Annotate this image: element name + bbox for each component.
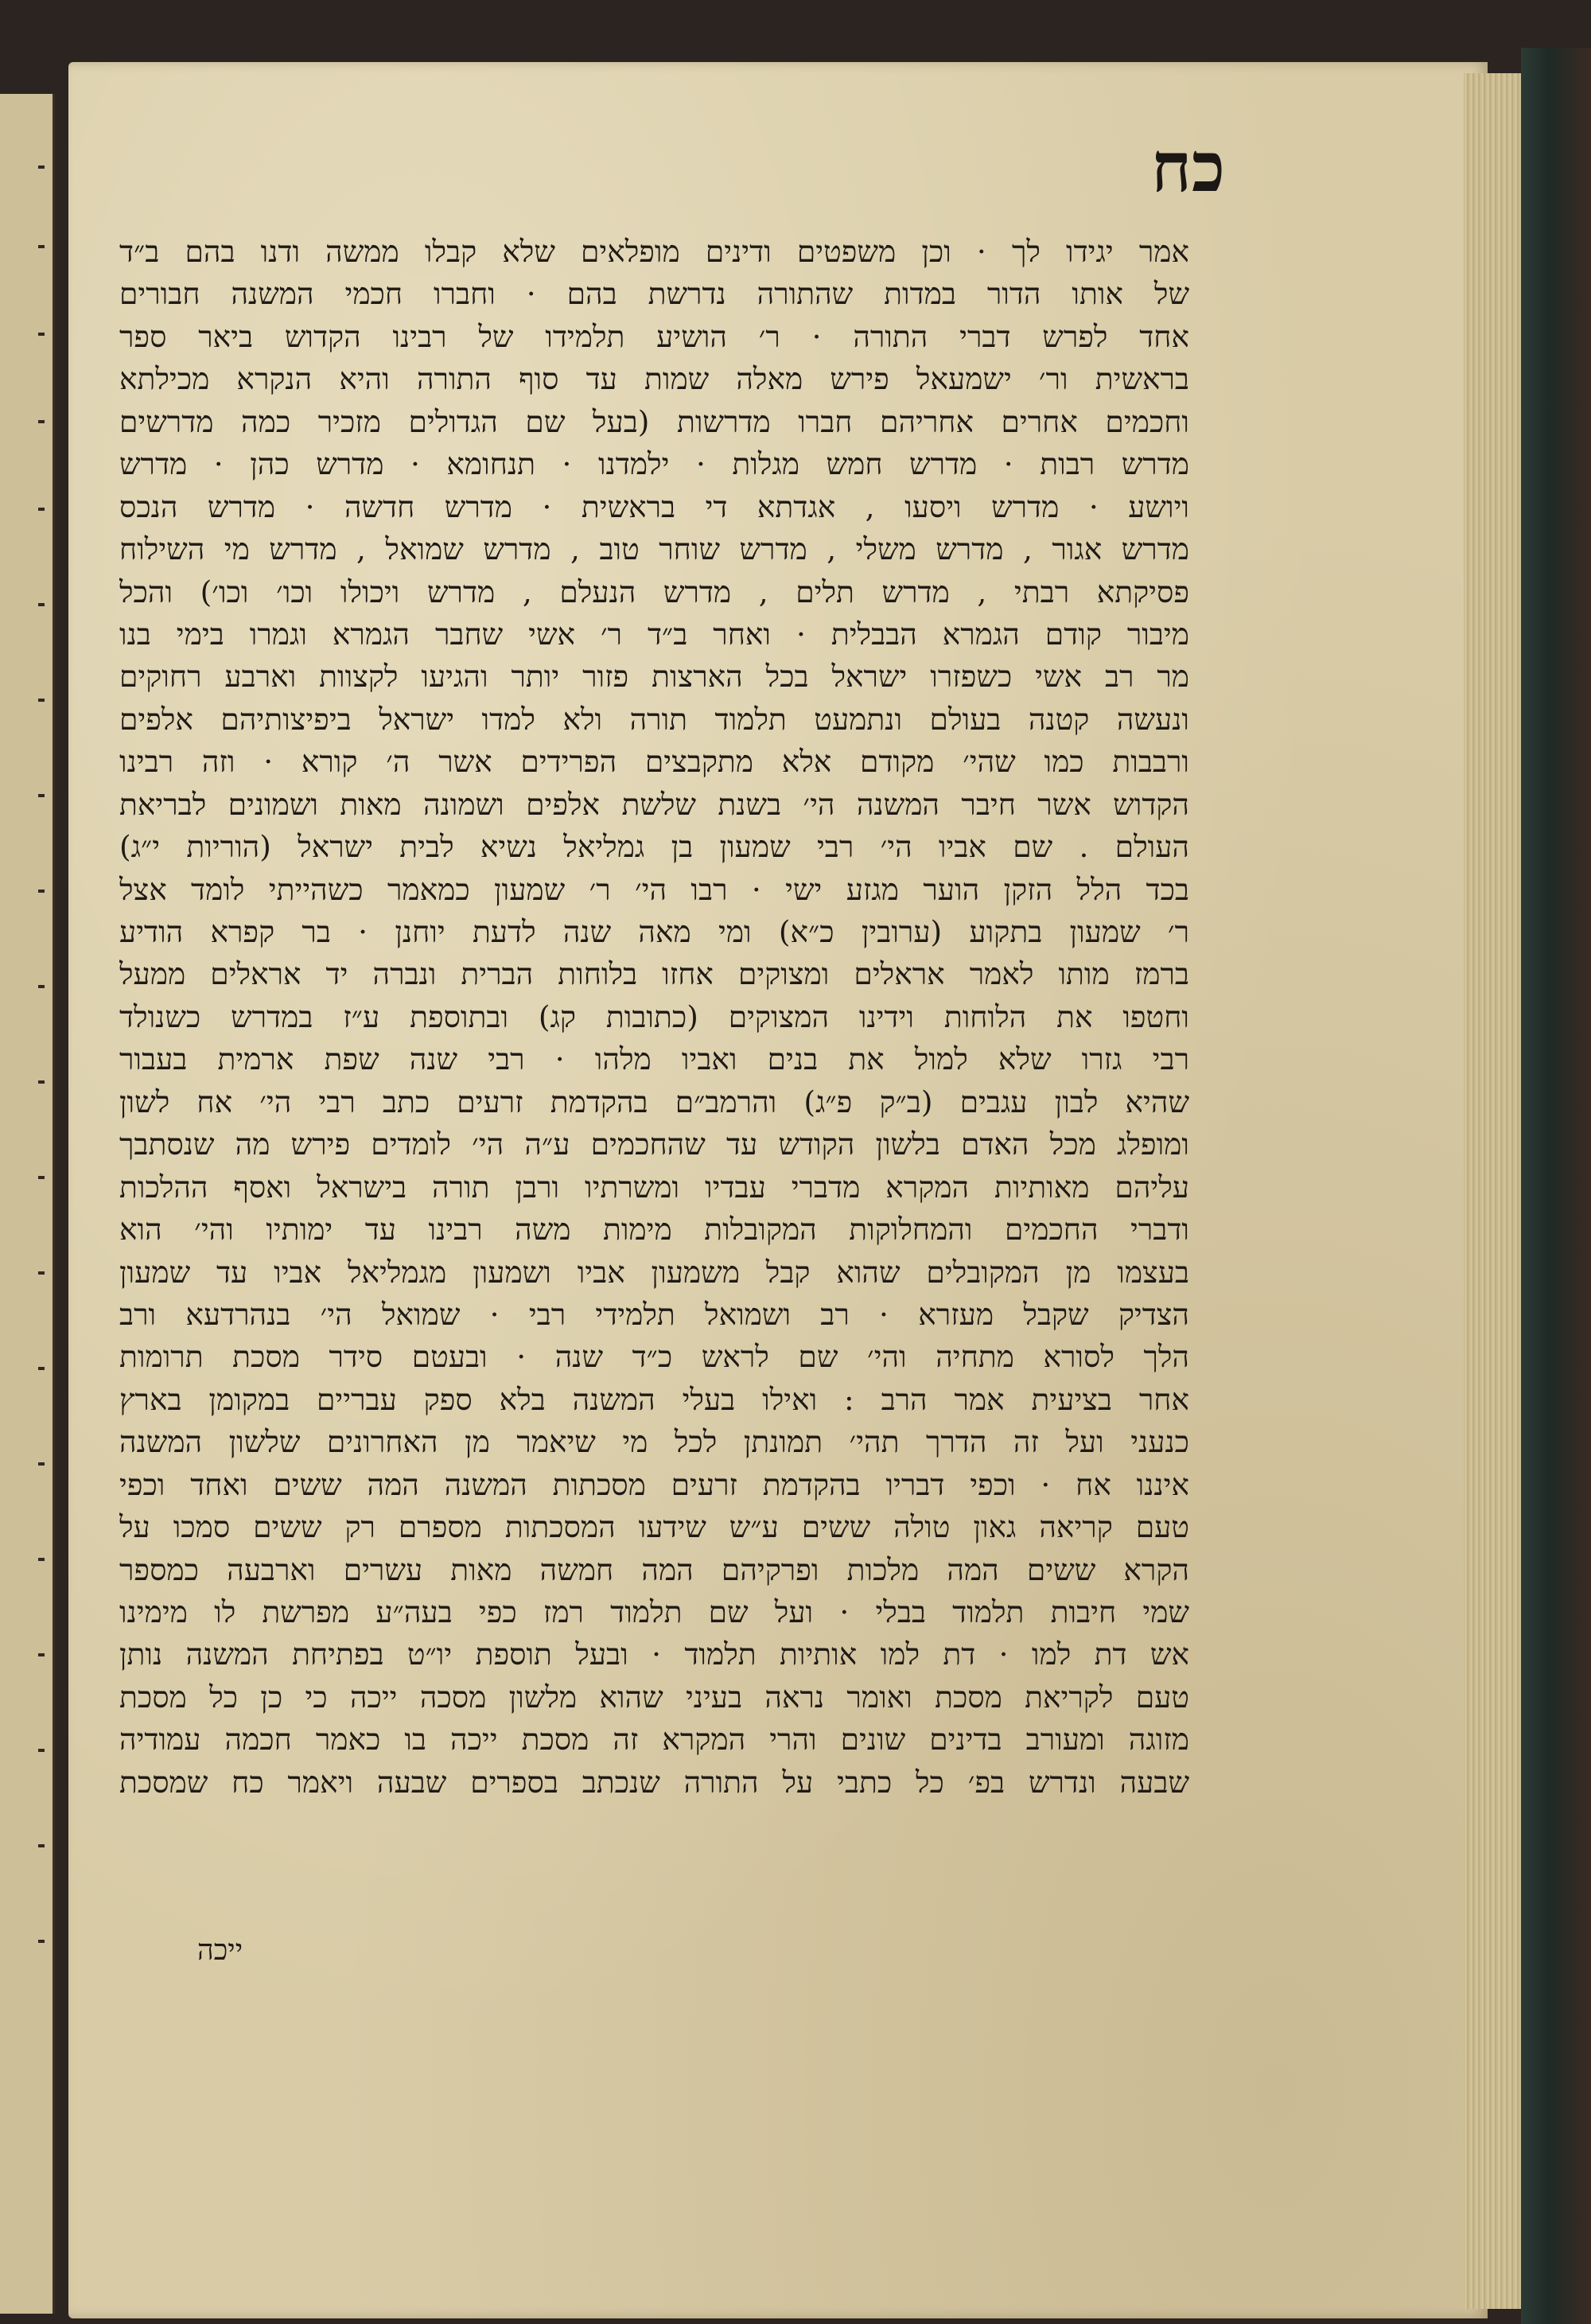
edge-mark [38,1271,45,1275]
edge-mark [38,890,45,893]
catchword: ייכה [197,1934,243,1967]
text-line: טעם לקריאת מסכת ואומר נראה בעיני שהוא מלשון מסכה ייכה כי כן כל מסכת [119,1679,1189,1715]
edge-mark [38,245,45,248]
edge-mark [38,1749,45,1752]
edge-mark [38,699,45,702]
text-line: הלך לסורא מתחיה והי׳ שם לראש כ״ד שנה · ובעטם סידר מסכת תרומות [119,1339,1189,1375]
text-line: הקדוש אשר חיבר המשנה הי׳ בשנת שלשת אלפים ושמונה מאות ושמונים לבריאת [119,786,1189,822]
edge-mark [38,165,45,169]
text-line: הצדיק שקבל מעזרא · רב ושמואל תלמידי רבי · שמואל הי׳ בנהרדעא ורב [119,1296,1189,1332]
page-number: כח [1151,127,1225,208]
edge-mark [38,508,45,511]
edge-mark [38,1080,45,1084]
edge-mark [38,420,45,423]
text-line: של אותו הדור במדות שהתורה נדרשת בהם · וחברו חכמי המשנה חבורים [119,276,1189,312]
text-line: אחד לפרש דברי התורה · ר׳ הושיע תלמידו של רבינו הקדוש ביאר ספר [119,318,1189,354]
text-line: ר׳ שמעון בתקוע (ערובין כ״א) ומי מאה שנה לדעת יוחנן · בר קפרא הודיע [119,914,1189,949]
text-line: עליהם מאותיות המקרא מדברי עבדיו ומשרתיו ורבן תורה בישראל ואסף ההלכות [119,1169,1189,1205]
edge-mark [38,1176,45,1179]
book-cover [1521,48,1591,2324]
edge-mark [38,1558,45,1561]
text-line: מזוגה ומעורב בדינים שונים והרי המקרא זה מסכת ייכה בו כאמר חכמה עמודיה [119,1722,1189,1758]
edge-mark [38,1462,45,1466]
edge-mark [38,333,45,336]
edge-mark [38,794,45,797]
text-line: בראשית ור׳ ישמעאל פירש מאלה שמות עד סוף התורה והיא הנקרא מכילתא [119,361,1189,397]
text-line: מדרש אגור , מדרש משלי , מדרש שוחר טוב , מדרש שמואל , מדרש מי השילוח [119,531,1189,567]
text-line: בכד הלל הזקן הוער מגזע ישי · רבו הי׳ ר׳ שמעון כמאמר כשהייתי לומד אצל [119,871,1189,907]
edge-mark [38,603,45,606]
text-line: שמי חיבות תלמוד בבלי · ועל שם תלמוד רמז כפי בעה״ע מפרשת לו מימינו [119,1594,1189,1629]
text-line: בעצמו מן המקובלים שהוא קבל משמעון אביו ושמעון מגמליאל אביו עד שמעון [119,1254,1189,1290]
text-line: טעם קריאה גאון טולה ששים ע״ש שידעו המסכתות מספרם רק ששים סמכו על [119,1509,1189,1545]
text-line: שבעה ונדרש בפ׳ כל כתבי על התורה שנכתב בספרים שבעה ויאמר כח שמסכת [119,1764,1189,1800]
text-line: אש דת למו · דת למו אותיות תלמוד · ובעל תוספת יו״ט בפתיחת המשנה נותן [119,1637,1189,1672]
text-line: כנעני ועל זה הדרך תהי׳ תמונתן לכל מי שיאמר מן האחרונים שלשון המשנה [119,1424,1189,1460]
edge-mark [38,1940,45,1943]
text-line: העולם . שם אביו הי׳ רבי שמעון בן גמליאל נשיא לבית ישראל (הוריות י״ג) [119,829,1189,865]
edge-mark [38,985,45,988]
edge-mark [38,1367,45,1370]
text-line: רבי גזרו שלא למול את בנים ואביו מלהו · רבי שנה שפת ארמית בעבור [119,1041,1189,1077]
edge-mark [38,1844,45,1847]
text-line: מר רב אשי כשפזרו ישראל בכל הארצות פזור יותר והגיעו לקצוות וארבע רחוקים [119,659,1189,695]
text-line: אמר יגידו לך · וכן משפטים ודינים מופלאים שלא קבלו ממשה ודנו בהם ב״ד [119,234,1189,269]
text-line: ורבבות כמו שהי׳ מקודם אלא מתקבצים הפרידים אשר ה׳ קורא · וזה רבינו [119,744,1189,780]
text-line: אחר בציעית אמר הרב : ואילו בעלי המשנה בלא ספק עבריים במקומן בארץ [119,1381,1189,1417]
edge-mark [38,1653,45,1656]
text-line: ויושע · מדרש ויסעו , אגדתא די בראשית · מדרש חדשה · מדרש הנכס [119,489,1189,524]
text-line: הקרא ששים המה מלכות ופרקיהם המה חמשה מאות עשרים וארבעה כמספר [119,1551,1189,1587]
text-line: ומופלג מכל האדם בלשון הקודש עד שהחכמים ע״ה הי׳ לומדים פירש מה שנסתבך [119,1127,1189,1162]
text-line: וחכמים אחרים אחריהם חברו מדרשות (בעל שם הגדולים מזכיר כמה מדרשים [119,403,1189,439]
text-line: מיבור קודם הגמרא הבבלית · ואחר ב״ד ר׳ אשי שחבר הגמרא וגמרו בימי בנו [119,616,1189,652]
body-text [119,231,1189,1804]
text-line: ברמז מותו לאמר אראלים ומצוקים אחזו בלוחות הברית ונברה יד אראלים ממעל [119,956,1189,992]
text-line: שהיא לבון עגבים (ב״ק פ״ג) והרמב״ם בהקדמת זרעים כתב רבי הי׳ אח לשון [119,1084,1189,1119]
text-line: פסיקתא רבתי , מדרש תלים , מדרש הנעלם , מדרש ויכולו וכו׳ וכו׳) והכל [119,574,1189,609]
text-line: מדרש רבות · מדרש חמש מגלות · ילמדנו · תנחומא · מדרש כהן · מדרש [119,446,1189,482]
facing-page-edge [0,94,55,2314]
text-line: ונעשה קטנה בעולם ונתמעט תלמוד תורה ולא למדו ישראל ביפיצותיהם אלפים [119,701,1189,737]
text-line: ודברי החכמים והמחלוקות המקובלות מימות משה רבינו עד ימותיו והי׳ הוא [119,1212,1189,1248]
text-line: וחטפו את הלוחות וידינו המצוקים (כתובות קג) ובתוספת ע״ז במדרש כשנולד [119,999,1189,1034]
text-line: איננו אח · וכפי דבריו בהקדמת זרעים מסכתות המשנה המה ששים ואחד וכפי [119,1466,1189,1502]
page-stack-edges [1464,73,1527,2309]
